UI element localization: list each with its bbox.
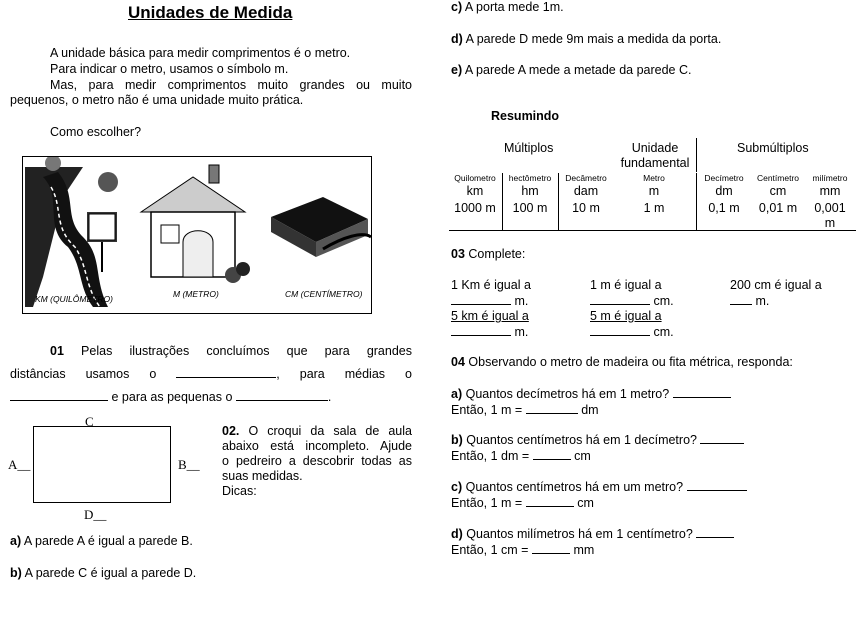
hint-c-text: A porta mede 1m.: [464, 0, 564, 14]
q03-blank-2[interactable]: [590, 294, 650, 305]
q03-item-2-text: 1 m é igual a: [590, 278, 662, 292]
wall-b-label: B__: [178, 457, 200, 472]
group-submultiples: Submúltiplos: [737, 141, 809, 155]
q04-c-blank-2[interactable]: [526, 496, 574, 507]
q04-c-letter: c): [451, 480, 463, 494]
q03-item-5-text: 5 m é igual a: [590, 309, 662, 323]
q03-number: 03: [451, 247, 465, 261]
col-sep-1: [502, 173, 503, 230]
wall-a-label: A__: [8, 457, 31, 472]
wall-c-label: C: [85, 414, 94, 429]
value-mm: 0,001: [814, 201, 846, 215]
q01-line-1: [10, 340, 412, 363]
room-diagram: [33, 426, 171, 503]
value-dm: 0,1 m: [708, 201, 740, 215]
q03-unit-1: m.: [514, 293, 529, 308]
q03-item-4: [451, 309, 529, 340]
q03-unit-3: m.: [755, 293, 770, 308]
value-m: 1 m: [643, 201, 665, 215]
q03-item-5: [590, 309, 674, 340]
symbol-dm: dm: [715, 184, 733, 198]
q02-line-2: abaixo está incompleto. Ajude: [222, 439, 412, 453]
q04-c-question: Quantos centímetros há em um metro?: [465, 480, 684, 494]
symbol-mm: mm: [819, 184, 841, 198]
choose-prompt: Como escolher?: [50, 125, 142, 139]
q03-unit-5: cm.: [653, 324, 674, 339]
hint-a: [10, 534, 193, 548]
hint-e-letter: e): [451, 63, 463, 77]
q03-title: [451, 247, 525, 261]
q01-blank-large[interactable]: [176, 367, 276, 378]
q03-blank-5[interactable]: [590, 325, 650, 336]
label-km: KM (QUILÔMETRO): [35, 294, 113, 304]
q03-unit-4: m.: [514, 324, 529, 339]
hint-c: [451, 0, 564, 14]
table-bottom-line: [449, 230, 856, 231]
hint-a-text: A parede A é igual a parede B.: [23, 534, 193, 548]
q04-d-blank-2[interactable]: [532, 543, 570, 554]
q03-unit-2: cm.: [653, 293, 674, 308]
q04-a-answer: Então, 1 m =: [451, 402, 523, 417]
q03-item-2: [590, 278, 674, 309]
col-sep-3: [696, 173, 697, 230]
q04-a-letter: a): [451, 387, 463, 401]
q01-blank-small[interactable]: [236, 390, 328, 401]
value-dam: 10 m: [572, 201, 600, 215]
q04-title-text: Observando o metro de madeira ou fita métrica, responda:: [468, 355, 793, 369]
q01-text-2b: , para médias o: [276, 367, 412, 381]
intro-line-3: Mas, para medir comprimentos muito grandes ou muito: [50, 78, 412, 92]
q02-line-3: o pedreiro a descobrir todas as: [222, 454, 412, 468]
label-m: M (METRO): [173, 289, 219, 299]
value-hm: 100 m: [512, 201, 548, 215]
hint-e: [451, 63, 691, 77]
question-01: [10, 340, 412, 409]
q04-a-question: Quantos decímetros há em 1 metro?: [465, 387, 670, 401]
intro-line-2: Para indicar o metro, usamos o símbolo m.: [50, 62, 289, 76]
q04-item-c: [451, 480, 747, 511]
symbol-m: m: [648, 184, 660, 198]
intro-line-1: A unidade básica para medir comprimentos é o metro.: [50, 46, 351, 60]
q04-b-blank-2[interactable]: [533, 449, 571, 460]
q04-a-unit: dm: [581, 402, 599, 417]
q04-d-answer: Então, 1 cm =: [451, 542, 529, 557]
hint-b: [10, 566, 196, 580]
q03-blank-3[interactable]: [730, 294, 752, 305]
hint-b-text: A parede C é igual a parede D.: [24, 566, 197, 580]
q02-line-1: [222, 424, 412, 439]
name-cm: Centímetro: [756, 173, 800, 183]
q04-number: 04: [451, 355, 465, 369]
q04-item-a: [451, 387, 731, 418]
name-dm: Decímetro: [704, 173, 744, 183]
hint-c-letter: c): [451, 0, 463, 14]
q04-b-question: Quantos centímetros há em 1 decímetro?: [466, 433, 697, 447]
hint-a-letter: a): [10, 534, 22, 548]
q04-c-blank-1[interactable]: [687, 480, 747, 491]
name-mm: milímetro: [812, 173, 848, 183]
q04-d-letter: d): [451, 527, 463, 541]
q03-item-4-text: 5 km é igual a: [451, 309, 529, 323]
name-m: Metro: [643, 173, 665, 183]
q01-line-2: [10, 363, 412, 386]
q03-blank-1[interactable]: [451, 294, 511, 305]
q01-blank-medium[interactable]: [10, 390, 108, 401]
group-unit-line-1: Unidade: [631, 141, 679, 155]
q02-text-1: O croqui da sala de aula: [248, 424, 412, 438]
q02-line-4: suas medidas.: [222, 469, 303, 483]
hint-d-letter: d): [451, 32, 463, 46]
q03-item-1-text: 1 Km é igual a: [451, 278, 531, 292]
q01-text-2a: distâncias usamos o: [10, 367, 157, 381]
name-dam: Decâmetro: [565, 173, 607, 183]
name-hm: hectômetro: [508, 173, 552, 183]
q04-b-unit: cm: [574, 448, 591, 463]
q03-item-1: [451, 278, 531, 309]
q02-tips: Dicas:: [222, 484, 257, 498]
q03-item-3-text: 200 cm é igual a: [730, 278, 822, 292]
q03-title-text: Complete:: [468, 247, 526, 261]
value-mm-unit: m: [824, 216, 836, 230]
intro-line-4: pequenos, o metro não é uma unidade muito prática.: [10, 93, 304, 107]
symbol-cm: cm: [769, 184, 787, 198]
q04-b-blank-1[interactable]: [700, 433, 744, 444]
q01-text-1: Pelas ilustrações concluímos que para grandes: [81, 344, 412, 358]
q04-a-blank-2[interactable]: [526, 403, 578, 414]
wall-d-label: D__: [84, 507, 107, 522]
q02-number: 02.: [222, 424, 240, 438]
q01-text-3: e para as pequenas o: [111, 390, 233, 404]
hint-b-letter: b): [10, 566, 22, 580]
q04-a-blank-1[interactable]: [673, 387, 731, 398]
group-multiples: Múltiplos: [504, 141, 554, 155]
group-unit-line-2: fundamental: [620, 156, 690, 170]
page-title: Unidades de Medida: [128, 3, 293, 22]
label-cm: CM (CENTÍMETRO): [285, 289, 363, 299]
hint-e-text: A parede A mede a metade da parede C.: [464, 63, 692, 77]
col-sep-2: [558, 173, 559, 230]
symbol-hm: hm: [521, 184, 539, 198]
units-illustration: [22, 156, 372, 314]
q04-c-answer: Então, 1 m =: [451, 495, 523, 510]
q01-line-3: e para as pequenas o .: [10, 386, 412, 409]
summary-divider: [696, 138, 697, 172]
q04-item-b: [451, 433, 744, 464]
name-km: Quilometro: [454, 173, 496, 183]
q04-title: [451, 355, 793, 369]
symbol-dam: dam: [573, 184, 599, 198]
summary-title: Resumindo: [491, 109, 560, 123]
q04-d-unit: mm: [573, 542, 595, 557]
q04-d-blank-1[interactable]: [696, 527, 734, 538]
question-02: [222, 424, 412, 499]
q04-item-d: [451, 527, 734, 558]
value-cm: 0,01 m: [758, 201, 798, 215]
q04-b-letter: b): [451, 433, 463, 447]
hint-d-text: A parede D mede 9m mais a medida da porta.: [465, 32, 722, 46]
symbol-km: km: [466, 184, 484, 198]
value-km: 1000 m: [454, 201, 496, 215]
q04-c-unit: cm: [577, 495, 594, 510]
q03-item-3: [730, 278, 822, 309]
q04-b-answer: Então, 1 dm =: [451, 448, 530, 463]
hint-d: [451, 32, 721, 46]
q01-number: 01: [50, 344, 64, 358]
q04-d-question: Quantos milímetros há em 1 centímetro?: [466, 527, 693, 541]
q03-blank-4[interactable]: [451, 325, 511, 336]
